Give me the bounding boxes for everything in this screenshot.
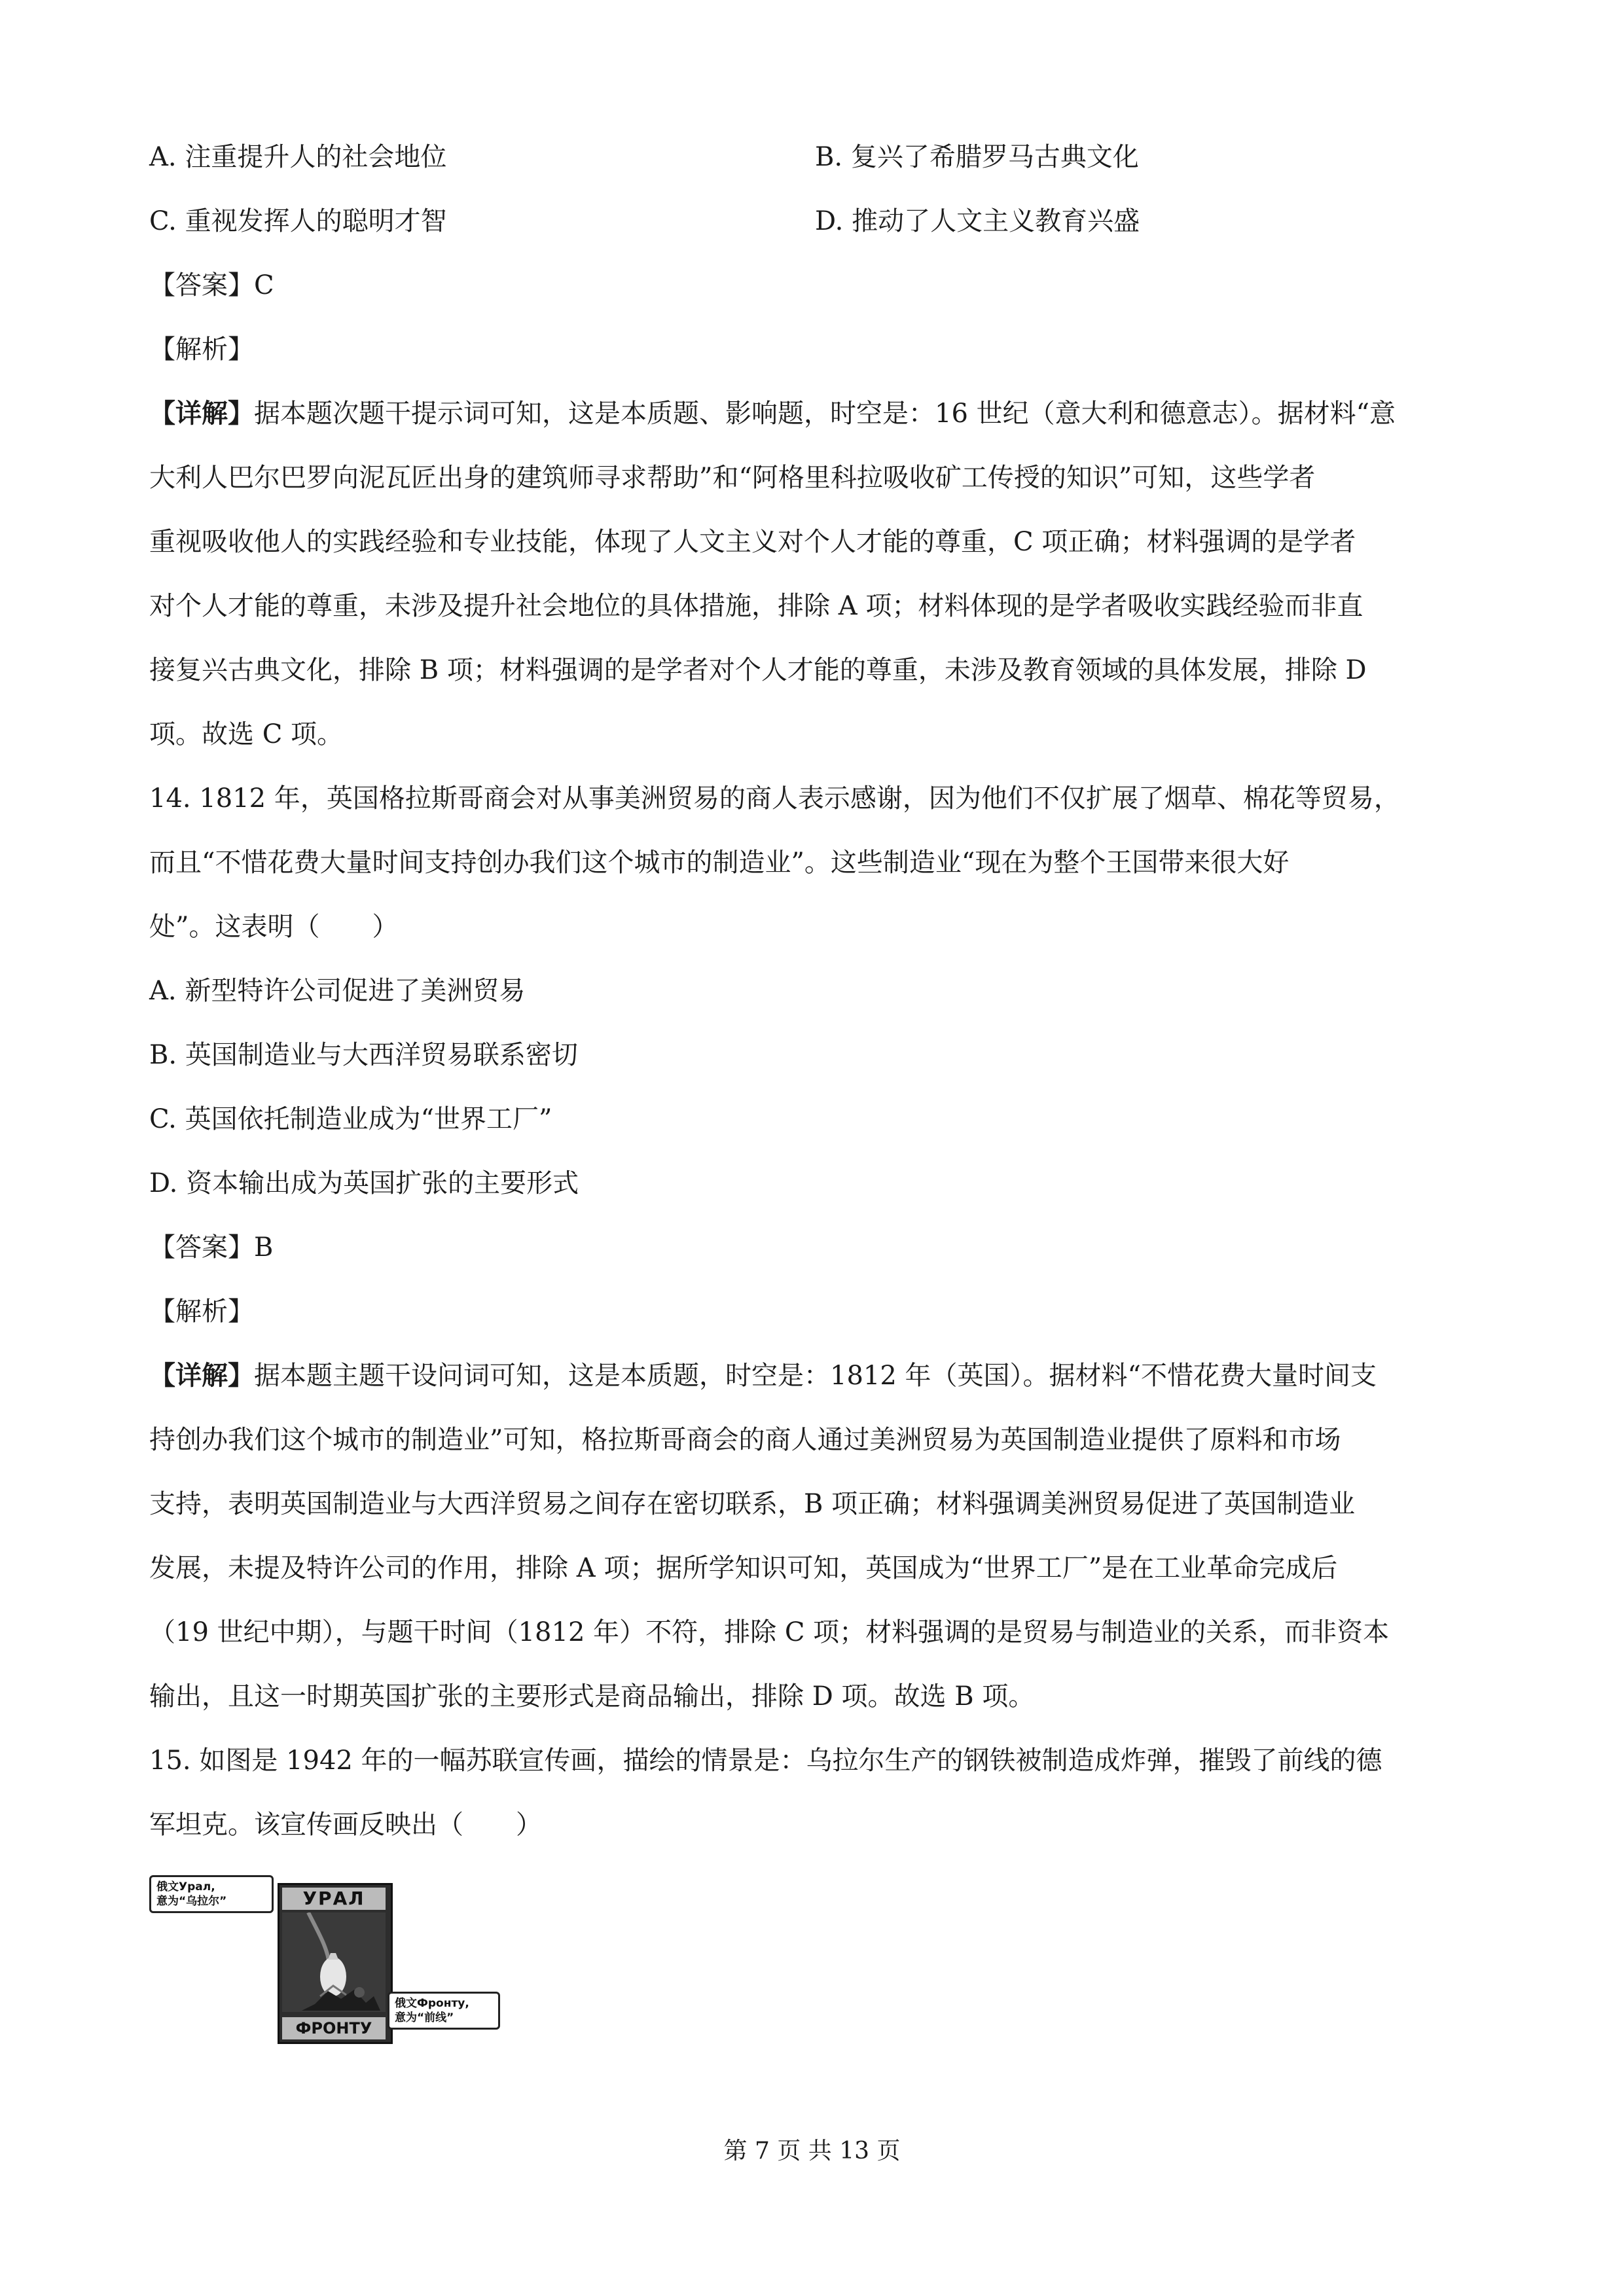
q14-option-d: D. 资本输出成为英国扩张的主要形式	[149, 1168, 579, 1198]
q13-option-a: A. 注重提升人的社会地位	[149, 142, 447, 172]
q14-detail-line-2: 持创办我们这个城市的制造业”可知，格拉斯哥商会的商人通过美洲贸易为英国制造业提供了原料和市场	[149, 1425, 1341, 1455]
poster-bomb-illustration	[282, 1912, 386, 2012]
q13-option-d: D. 推动了人文主义教育兴盛	[815, 206, 1140, 236]
q14-analysis-label: 【解析】	[149, 1297, 254, 1327]
q13-answer: 【答案】C	[149, 270, 274, 300]
q14-detail-line-5: （19 世纪中期），与题干时间（1812 年）不符，排除 C 项；材料强调的是贸易与制造业的关系，而非资本	[149, 1617, 1390, 1647]
poster-title-ural: УРАЛ	[282, 1888, 386, 1910]
q13-analysis-label: 【解析】	[149, 334, 254, 365]
q13-detail-line-4: 对个人才能的尊重，未涉及提升社会地位的具体措施，排除 A 项；材料体现的是学者吸收实践经验而非直	[149, 591, 1363, 621]
q14-option-a: A. 新型特许公司促进了美洲贸易	[149, 976, 526, 1006]
q14-stem-line-3: 处”。这表明（ ）	[149, 912, 399, 942]
q14-stem-line-2: 而且“不惜花费大量时间支持创办我们这个城市的制造业”。这些制造业“现在为整个王国带来很大好	[149, 848, 1290, 878]
q15-stem-line-2: 军坦克。该宣传画反映出（ ）	[149, 1810, 542, 1840]
q14-detail-line-6: 输出，且这一时期英国扩张的主要形式是商品输出，排除 D 项。故选 B 项。	[149, 1681, 1035, 1712]
propaganda-poster	[278, 1883, 393, 2044]
q14-detail-line-3: 支持，表明英国制造业与大西洋贸易之间存在密切联系，B 项正确；材料强调美洲贸易促进了英国制造业	[149, 1489, 1356, 1519]
q13-detail-line-6: 项。故选 C 项。	[149, 719, 344, 749]
q13-option-b: B. 复兴了希腊罗马古典文化	[815, 142, 1139, 172]
q13-detail-line-3: 重视吸收他人的实践经验和专业技能，体现了人文主义对个人才能的尊重，C 项正确；材料强调的是学者	[149, 527, 1356, 557]
q15-stem-line-1: 15. 如图是 1942 年的一幅苏联宣传画，描绘的情景是：乌拉尔生产的钢铁被制造成炸弹，摧毁了前线的德	[149, 1746, 1382, 1776]
q14-option-b: B. 英国制造业与大西洋贸易联系密切	[149, 1040, 578, 1070]
callout-front: 俄文Фронту, 意为“前线”	[388, 1992, 500, 2030]
callout-ural: 俄文Урал, 意为“乌拉尔”	[149, 1875, 274, 1913]
q14-option-c: C. 英国依托制造业成为“世界工厂”	[149, 1104, 552, 1134]
q14-detail-label: 【详解】	[149, 1360, 254, 1391]
q14-answer: 【答案】B	[149, 1232, 274, 1263]
q13-detail-line-2: 大利人巴尔巴罗向泥瓦匠出身的建筑师寻求帮助”和“阿格里科拉吸收矿工传授的知识”可知，这些学者	[149, 463, 1316, 493]
q14-detail-line-4: 发展，未提及特许公司的作用，排除 A 项；据所学知识可知，英国成为“世界工厂”是在工业革命完成后	[149, 1553, 1338, 1583]
q13-detail-line-1: 【详解】据本题次题干提示词可知，这是本质题、影响题，时空是：16 世纪（意大利和德意志）。据材料“意	[149, 398, 1396, 429]
q13-detail-line-5: 接复兴古典文化，排除 B 项；材料强调的是学者对个人才能的尊重，未涉及教育领域的具体发展，排除 D	[149, 655, 1367, 685]
q14-stem-line-1: 14. 1812 年，英国格拉斯哥商会对从事美洲贸易的商人表示感谢，因为他们不仅扩展了烟草、棉花等贸易，	[149, 783, 1400, 814]
q13-detail-label: 【详解】	[149, 398, 254, 429]
page-footer: 第 7 页 共 13 页	[723, 2138, 901, 2164]
propaganda-poster-figure	[149, 1875, 503, 2065]
q13-option-c: C. 重视发挥人的聪明才智	[149, 206, 447, 236]
q14-detail-line-1: 【详解】据本题主题干设问词可知，这是本质题，时空是：1812 年（英国）。据材料“不惜花费大量时间支	[149, 1360, 1377, 1391]
poster-title-front: ФРОНТУ	[282, 2017, 386, 2039]
